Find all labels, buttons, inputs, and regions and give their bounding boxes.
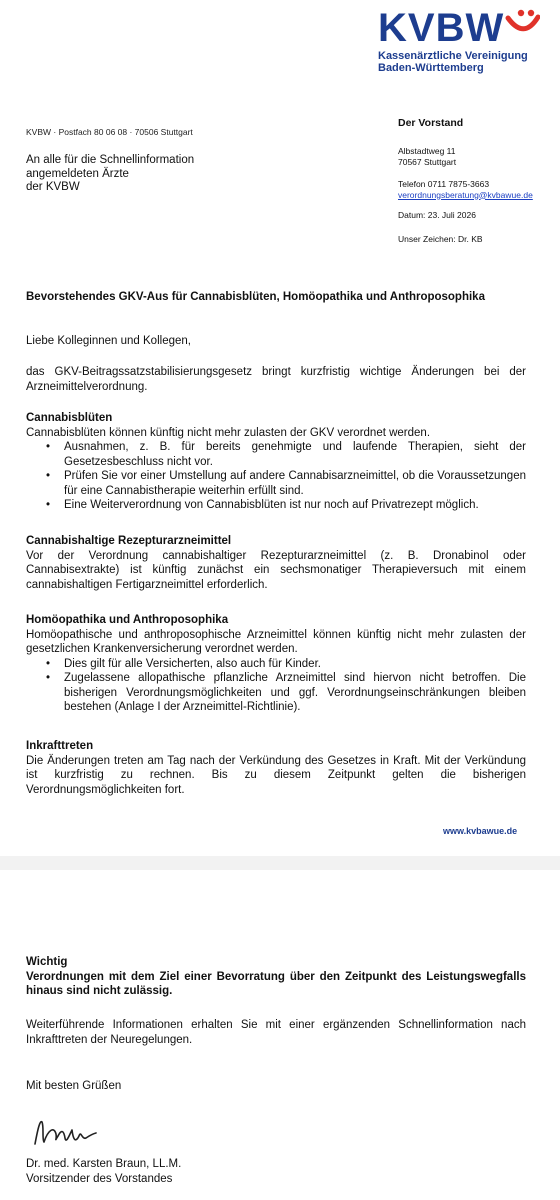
contact-email-link[interactable]: verordnungsberatung@kvbawue.de [398, 189, 533, 200]
section-text: Vor der Verordnung cannabishaltiger Rezepturarzneimittel (z. B. Dronabinol oder Cannabisextrakte) ist künftig zunächst ein sechsmonatiger Therapieversuch mit einem cannabishaltigen Fertigarzneimittel erforderlich. [26, 549, 526, 591]
section-cannabis-flowers [26, 411, 526, 513]
letter-reference: Unser Zeichen: Dr. KB [398, 234, 483, 244]
page-break [0, 856, 560, 870]
contact-address [398, 146, 456, 168]
sender-line: KVBW · Postfach 80 06 08 · 70506 Stuttgart [26, 127, 193, 137]
signatory-name: Dr. med. Karsten Braun, LL.M. [26, 1158, 182, 1170]
closing: Mit besten Grüßen [26, 1080, 122, 1092]
section-text: Die Änderungen treten am Tag nach der Verkündung des Gesetzes in Kraft. Mit der Verkündung ist kurzfristig zu rechnen. Bis zu diesem Zeitpunkt gelten die bisherigen Verordnungsmöglichkeiten fort. [26, 754, 526, 796]
contact-title: Der Vorstand [398, 117, 464, 129]
recipient-block [26, 154, 194, 195]
recipient-line: der KVBW [26, 181, 80, 193]
contact-phone-email [398, 179, 533, 200]
section-heading: Cannabishaltige Rezepturarzneimittel [26, 535, 232, 547]
list-item: • Eine Weiterverordnung von Cannabisblüten ist nur noch auf Privatrezept möglich. [26, 498, 526, 513]
logo-line-2: Baden-Württemberg [378, 62, 484, 74]
important-heading: Wichtig [26, 956, 68, 968]
section-heading: Homöopathika und Anthroposophika [26, 614, 229, 626]
recipient-line: An alle für die Schnellinformation [26, 154, 195, 166]
contact-street: Albstadtweg 11 [398, 146, 456, 156]
signatory-role: Vorsitzender des Vorstandes [26, 1172, 173, 1185]
signatory-block [26, 1157, 526, 1186]
section-effective-date [26, 739, 526, 797]
recipient-line: angemeldeten Ärzte [26, 167, 129, 180]
list-item: • Prüfen Sie vor einer Umstellung auf andere Cannabisarzneimittel, ob die Voraussetzungen für eine Cannabistherapie weiterhin erfüllt sind. [26, 469, 526, 498]
list-item: • Ausnahmen, z. B. für bereits genehmigte und laufende Therapien, sieht der Gesetzesbeschluss nicht vor. [26, 440, 526, 469]
salutation: Liebe Kolleginnen und Kollegen, [26, 335, 191, 347]
section-homeopathy [26, 613, 526, 715]
signature-image [32, 1114, 102, 1148]
section-text: Cannabisblüten können künftig nicht mehr zulasten der GKV verordnet werden. [26, 426, 431, 439]
footer-website: www.kvbawue.de [443, 826, 518, 836]
contact-city: 70567 Stuttgart [398, 157, 457, 167]
logo-wordmark: KVBW [378, 6, 505, 50]
important-notice [26, 955, 526, 999]
contact-phone: Telefon 0711 7875-3663 [398, 179, 490, 189]
important-text: Verordnungen mit dem Ziel einer Bevorratung über den Zeitpunkt des Leistungswegfalls hinaus sind nicht zulässig. [26, 970, 526, 997]
logo-smile-icon [500, 4, 540, 40]
further-info-paragraph: Weiterführende Informationen erhalten Sie mit einer ergänzenden Schnellinformation nach Inkrafttreten der Neuregelungen. [26, 1019, 526, 1046]
letter-subject: Bevorstehendes GKV-Aus für Cannabisblüten, Homöopathika und Anthroposophika [26, 291, 485, 303]
bullet-list [26, 440, 526, 513]
letter-date: Datum: 23. Juli 2026 [398, 210, 476, 220]
list-item: • Zugelassene allopathische pflanzliche Arzneimittel sind hiervon nicht betroffen. Die bisherigen Verordnungsmöglichkeiten und ggf. Verordnungseinschränkungen bleiben bestehen (Anlage I der Arzneimittel-Richtlinie). [26, 671, 526, 715]
section-heading: Inkrafttreten [26, 740, 94, 752]
section-text: Homöopathische und anthroposophische Arzneimittel können künftig nicht mehr zulasten der gesetzlichen Krankenversicherung verordnet werden. [26, 628, 526, 655]
section-heading: Cannabisblüten [26, 412, 113, 424]
list-item: • Dies gilt für alle Versicherten, also auch für Kinder. [26, 657, 526, 672]
intro-paragraph: das GKV-Beitragssatzstabilisierungsgesetz bringt kurzfristig wichtige Änderungen bei der Arzneimittelverordnung. [26, 366, 526, 393]
logo-line-1: Kassenärztliche Vereinigung [378, 50, 528, 62]
bullet-list [26, 657, 526, 715]
section-cannabis-preparations [26, 534, 526, 592]
